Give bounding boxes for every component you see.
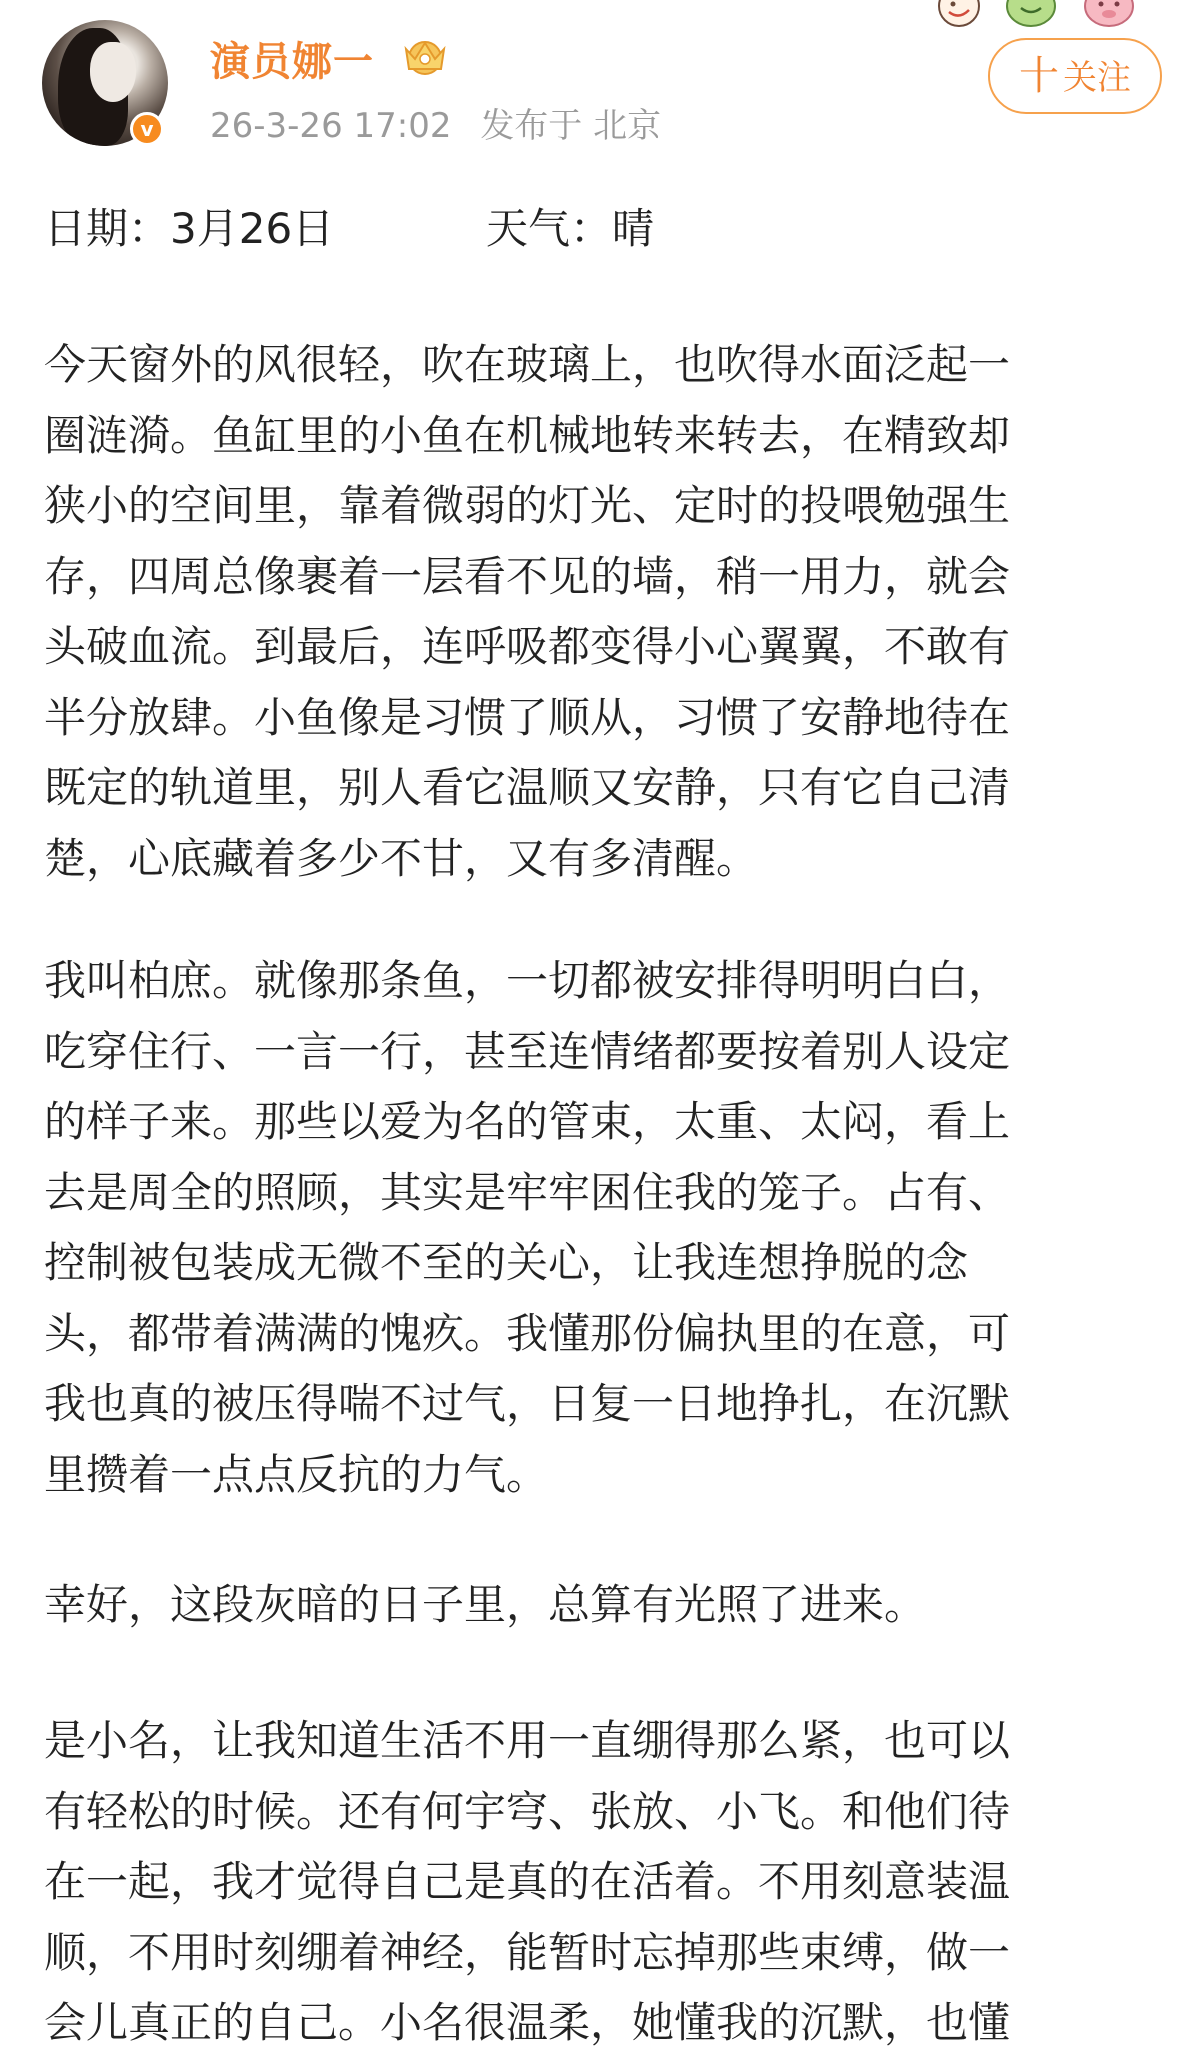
paragraph-line: 存，四周总像裹着一层看不见的墙，稍一用力，就会 [44, 551, 1011, 601]
paragraph-line: 去是周全的照顾，其实是牢牢困住我的笼子。占有、 [44, 1167, 1011, 1217]
sticker-decoration-icon [935, 0, 1165, 30]
paragraph-line: 半分放肆。小鱼像是习惯了顺从，习惯了安静地待在 [44, 692, 1011, 742]
diary-date: 日期：3月26日 [44, 204, 335, 253]
paragraph-line: 顺，不用时刻绷着神经，能暂时忘掉那些束缚，做一 [44, 1927, 1011, 1977]
paragraph-line: 里攒着一点点反抗的力气。 [44, 1449, 549, 1499]
paragraph-line: 圈涟漪。鱼缸里的小鱼在机械地转来转去，在精致却 [44, 410, 1011, 460]
paragraph-line: 既定的轨道里，别人看它温顺又安静，只有它自己清 [44, 763, 1011, 812]
follow-label: 关注 [1063, 58, 1131, 98]
plus-icon: 十 [1019, 53, 1059, 99]
paragraph-2 [44, 946, 1154, 1510]
post-location: 发布于 北京 [480, 106, 662, 146]
paragraph-line: 控制被包装成无微不至的关心，让我连想挣脱的念 [44, 1238, 969, 1287]
paragraph-line: 今天窗外的风很轻，吹在玻璃上，也吹得水面泛起一 [44, 340, 1011, 389]
paragraph-line: 头破血流。到最后，连呼吸都变得小心翼翼，不敢有 [44, 622, 1011, 671]
diary-weather: 天气：晴 [486, 204, 655, 253]
post-meta [210, 98, 679, 147]
post-timestamp: 26-3-26 17:02 [210, 106, 452, 146]
paragraph-line: 会儿真正的自己。小名很温柔，她懂我的沉默，也懂 [44, 1998, 1011, 2047]
paragraph-line: 我叫柏庶。就像那条鱼，一切都被安排得明明白白， [44, 956, 1011, 1005]
username[interactable]: 演员娜一 [210, 39, 374, 85]
verified-v-icon: v [130, 112, 164, 146]
paragraph-line: 幸好，这段灰暗的日子里，总算有光照了进来。 [44, 1580, 927, 1629]
crown-badge-icon [398, 33, 452, 77]
paragraph-line: 我也真的被压得喘不过气，日复一日地挣扎，在沉默 [44, 1379, 1011, 1428]
paragraph-line: 楚，心底藏着多少不甘，又有多清醒。 [44, 833, 759, 883]
paragraph-line: 的样子来。那些以爱为名的管束，太重、太闷，看上 [44, 1097, 1011, 1146]
paragraph-line: 有轻松的时候。还有何宇穹、张放、小飞。和他们待 [44, 1786, 1011, 1836]
paragraph-line: 头，都带着满满的愧疚。我懂那份偏执里的在意，可 [44, 1308, 1011, 1358]
paragraph-4 [44, 1706, 1154, 2059]
follow-button[interactable] [988, 38, 1162, 114]
avatar-face [90, 42, 136, 102]
paragraph-line: 是小名，让我知道生活不用一直绷得那么紧，也可以 [44, 1716, 1011, 1765]
paragraph-1 [44, 330, 1154, 894]
paragraph-line: 狭小的空间里，靠着微弱的灯光、定时的投喂勉强生 [44, 481, 1011, 530]
paragraph-line: 在一起，我才觉得自己是真的在活着。不用刻意装温 [44, 1857, 1011, 1906]
paragraph-3 [44, 1570, 1154, 1641]
paragraph-line: 吃穿住行、一言一行，甚至连情绪都要按着别人设定 [44, 1026, 1011, 1076]
